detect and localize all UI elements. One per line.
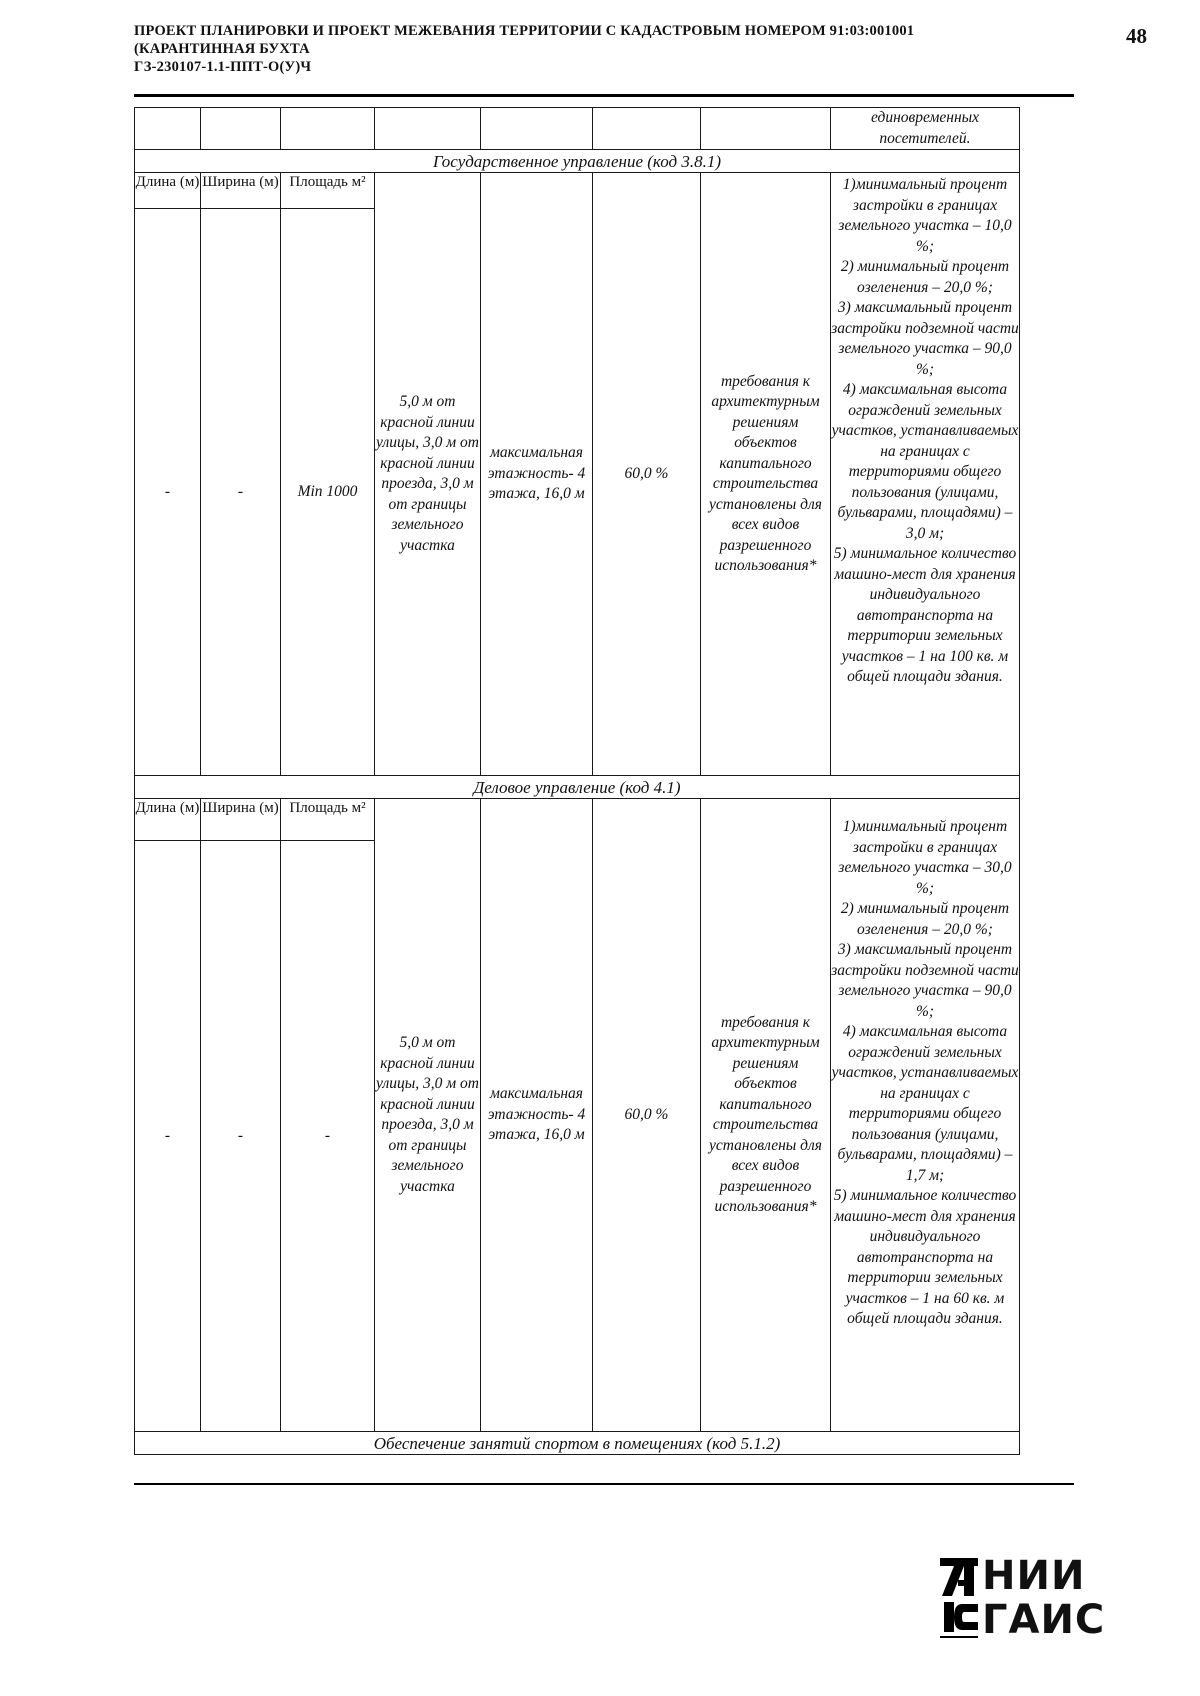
footer-divider (134, 1483, 1074, 1485)
section-header-row (135, 173, 1020, 209)
height-cell: максимальная этажность- 4 этажа, 16,0 м (481, 799, 593, 1432)
requirements-cell (831, 799, 1020, 1432)
setback-cell: 5,0 м от красной линии улицы, 3,0 м от красной линии проезда, 3,0 м от границы земельного участка (375, 799, 481, 1432)
regulations-table (134, 107, 1020, 1455)
section-title: Обеспечение занятий спортом в помещениях (код 5.1.2) (135, 1432, 1020, 1455)
setback-cell: 5,0 м от красной линии улицы, 3,0 м от красной линии проезда, 3,0 м от границы земельного участка (375, 173, 481, 776)
section-title: Деловое управление (код 4.1) (135, 776, 1020, 799)
section-title: Государственное управление (код 3.8.1) (135, 150, 1020, 173)
area-header: Площадь м² (281, 799, 375, 841)
width-header: Ширина (м) (201, 173, 281, 209)
area-header: Площадь м² (281, 173, 375, 209)
empty-cell (481, 108, 593, 150)
requirement-item: 5) минимальное количество машино-мест для хранения индивидуального автотранспорта на территории земельных участков – 1 на 60 кв. м общей площади здания. (833, 1187, 1017, 1327)
section-title-row (135, 150, 1020, 173)
area-value: - (281, 841, 375, 1432)
requirement-item: 3) максимальный процент застройки подземной части земельного участка – 90,0 %; (831, 941, 1019, 1020)
continuation-row (135, 108, 1020, 150)
requirement-item: 1)минимальный процент застройки в границах земельного участка – 10,0 %; (838, 176, 1012, 255)
requirement-item: 1)минимальный процент застройки в границах земельного участка – 30,0 %; (838, 818, 1012, 897)
header-divider (134, 94, 1074, 97)
length-value: - (135, 841, 201, 1432)
logo-mark-icon (938, 1552, 982, 1648)
length-header: Длина (м) (135, 173, 201, 209)
height-cell: максимальная этажность- 4 этажа, 16,0 м (481, 173, 593, 776)
requirement-item: 2) минимальный процент озеленения – 20,0 %; (840, 258, 1010, 296)
requirement-item: 5) минимальное количество машино-мест для хранения индивидуального автотранспорта на территории земельных участков – 1 на 100 кв. м общей площади здания. (833, 545, 1017, 685)
architecture-cell: требования к архитектурным решениям объектов капитального строительства установлены для всех видов разрешенного использования* (701, 799, 831, 1432)
header-title-line-1: ПРОЕКТ ПЛАНИРОВКИ И ПРОЕКТ МЕЖЕВАНИЯ ТЕРРИТОРИИ С КАДАСТРОВЫМ НОМЕРОМ 91:03:001001 (134, 23, 915, 39)
requirement-item: 4) максимальная высота ограждений земельных участков, устанавливаемых на границах с территориями общего пользования (улицами, бульварами, площадями) – 3,0 м; (831, 381, 1019, 542)
document-header (134, 22, 1074, 76)
header-title-line-2: (КАРАНТИННАЯ БУХТА (134, 41, 310, 57)
empty-cell (375, 108, 481, 150)
width-value: - (201, 209, 281, 776)
niigais-logo (938, 1552, 1106, 1648)
section-title-row (135, 1432, 1020, 1455)
coverage-cell: 60,0 % (593, 799, 701, 1432)
empty-cell (593, 108, 701, 150)
architecture-cell: требования к архитектурным решениям объектов капитального строительства установлены для всех видов разрешенного использования* (701, 173, 831, 776)
area-value: Min 1000 (281, 209, 375, 776)
empty-cell (701, 108, 831, 150)
empty-cell (281, 108, 375, 150)
length-value: - (135, 209, 201, 776)
requirement-item: 4) максимальная высота ограждений земельных участков, устанавливаемых на границах с территориями общего пользования (улицами, бульварами, площадями) – 1,7 м; (831, 1023, 1019, 1184)
header-document-code: ГЗ-230107-1.1-ППТ-О(У)Ч (134, 59, 312, 75)
section-header-row (135, 799, 1020, 841)
width-value: - (201, 841, 281, 1432)
section-title-row (135, 776, 1020, 799)
requirements-cell (831, 173, 1020, 776)
requirement-item: 2) минимальный процент озеленения – 20,0 %; (840, 900, 1010, 938)
logo-text-line-1: НИИ (982, 1553, 1086, 1599)
coverage-cell: 60,0 % (593, 173, 701, 776)
requirement-item: 3) максимальный процент застройки подземной части земельного участка – 90,0 %; (831, 299, 1019, 378)
empty-cell (135, 108, 201, 150)
width-header: Ширина (м) (201, 799, 281, 841)
length-header: Длина (м) (135, 799, 201, 841)
page-number: 48 (1126, 24, 1147, 48)
visitors-cell: единовременных посетителей. (831, 108, 1020, 150)
logo-text-line-2: ГАИС (982, 1597, 1106, 1643)
empty-cell (201, 108, 281, 150)
